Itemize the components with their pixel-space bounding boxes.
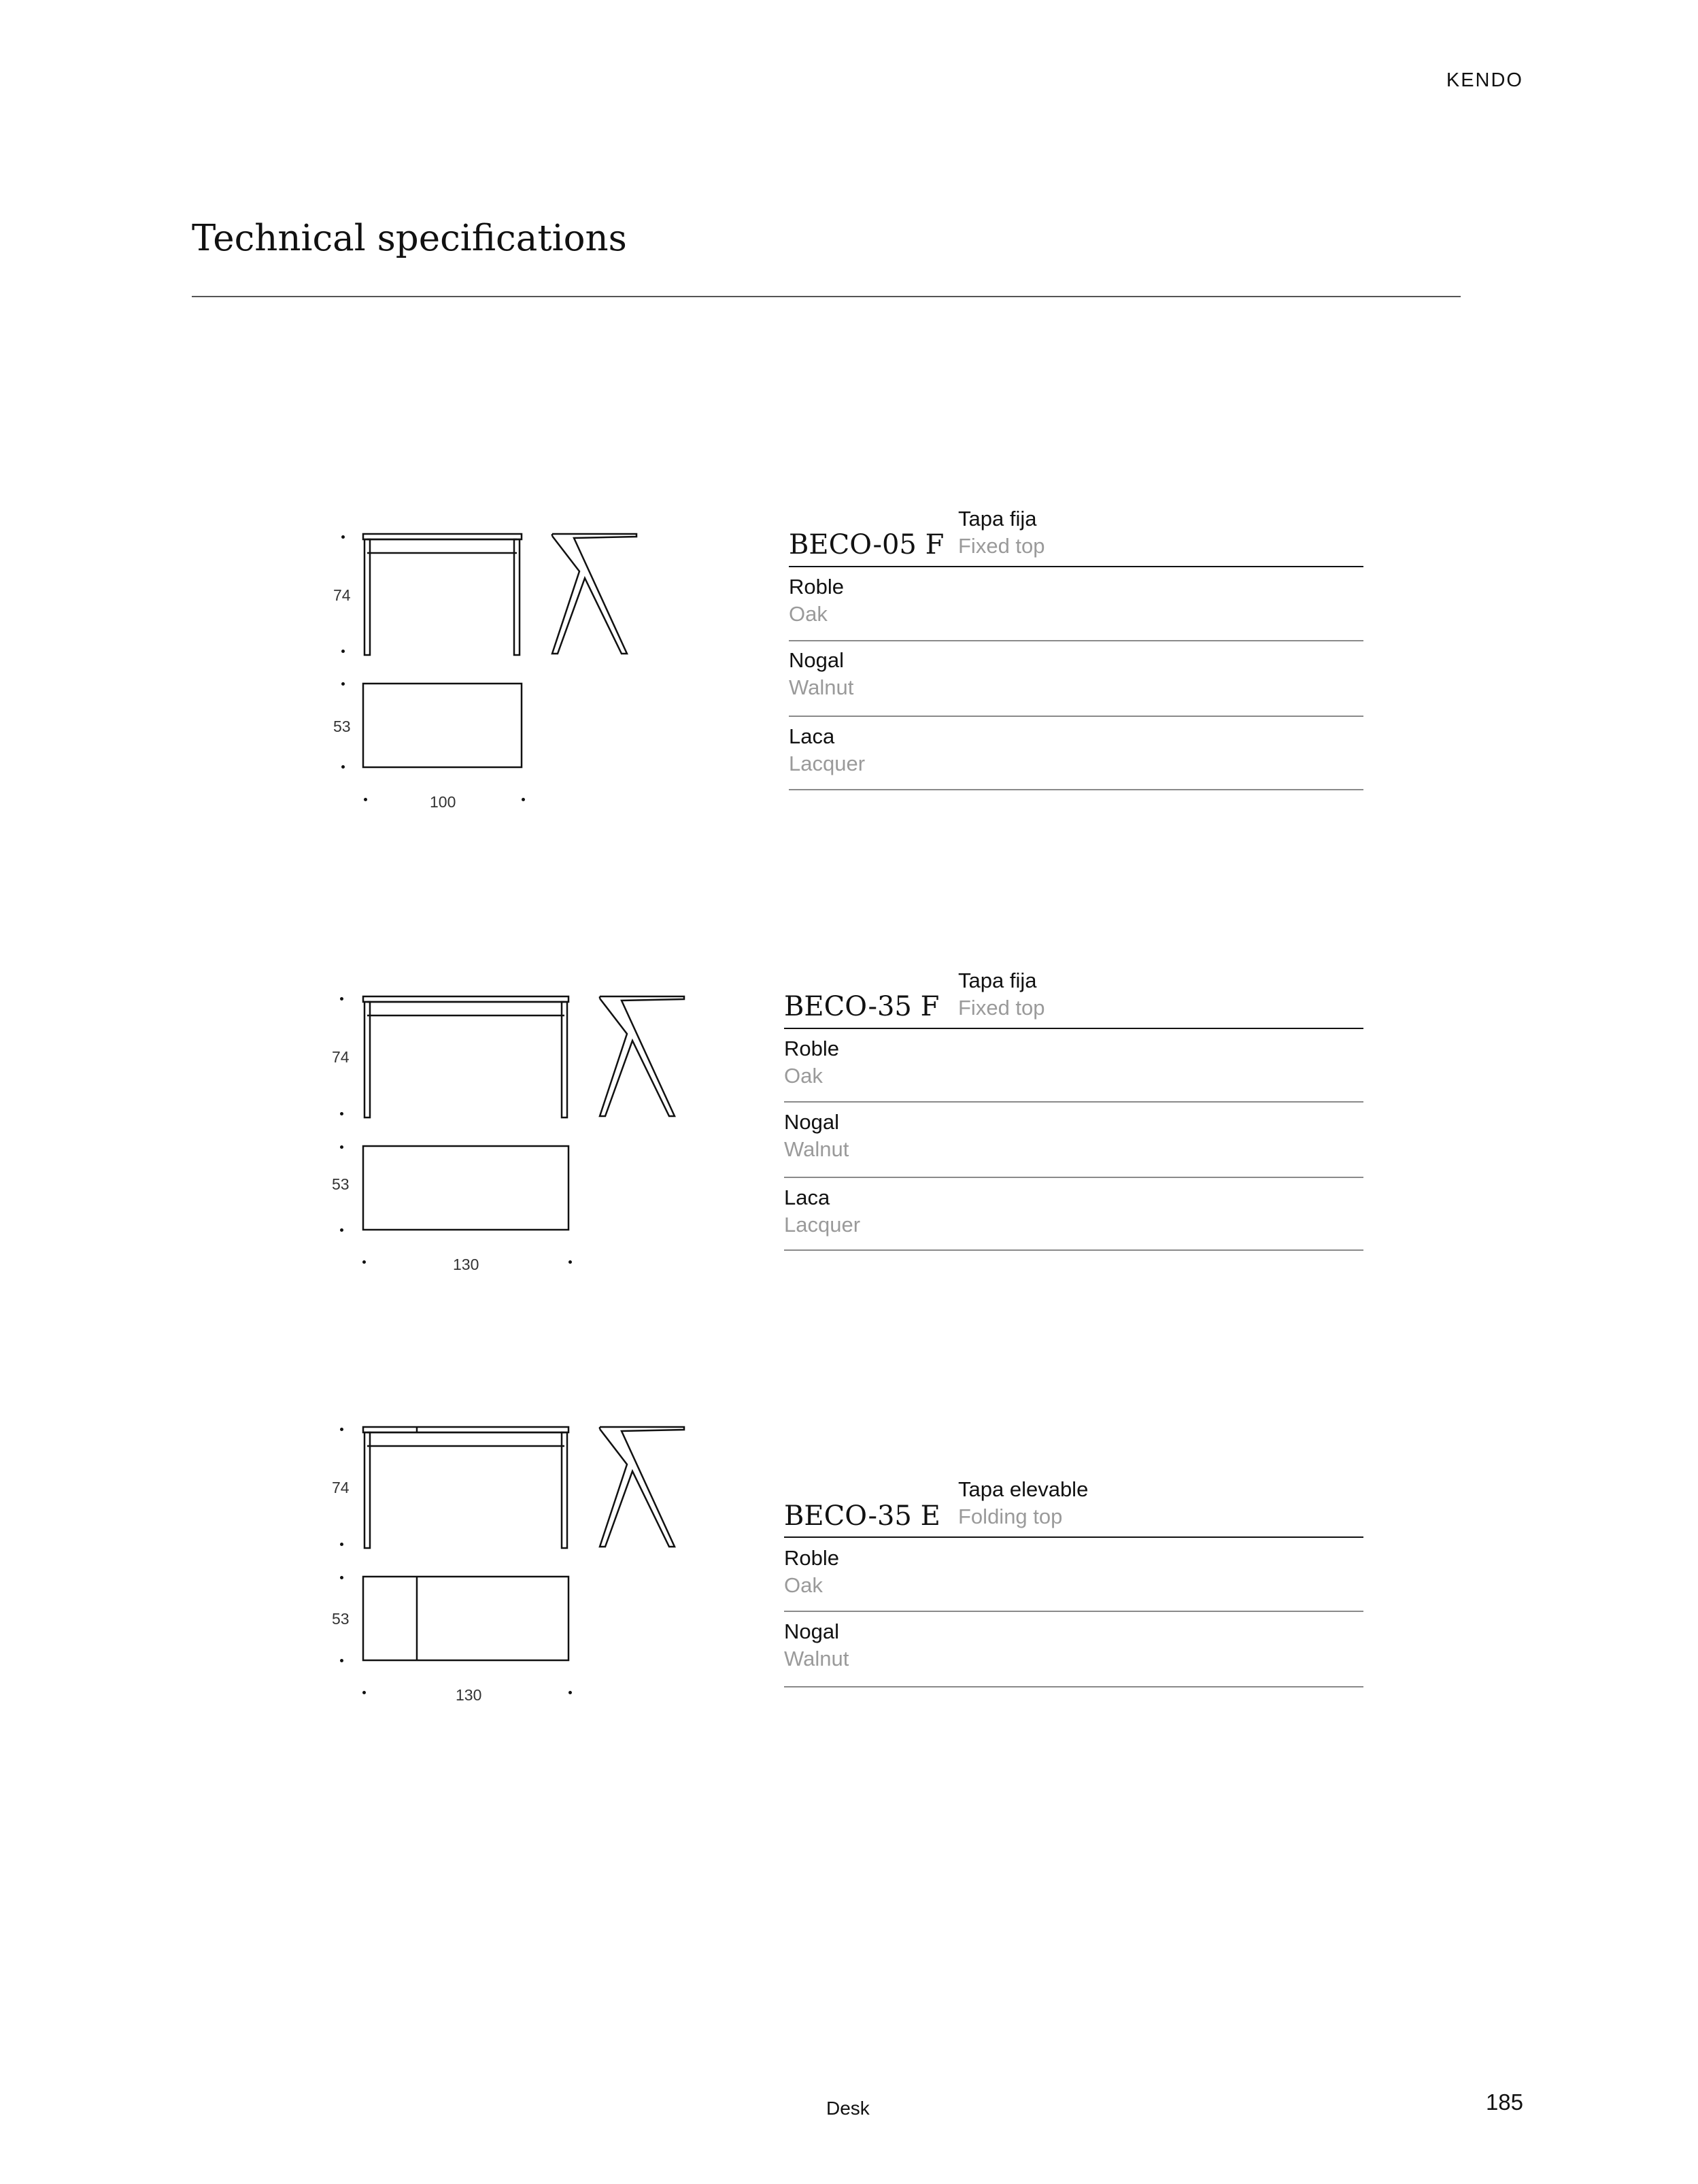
finish-divider [789,640,1363,641]
dim-marker [364,798,367,801]
dim-marker [341,765,345,769]
finish-divider [784,1686,1363,1687]
dim-marker [568,1260,572,1264]
model-code: BECO-05 F [789,529,945,560]
dim-marker [522,798,525,801]
finish-item [784,1545,839,1599]
title-divider [192,296,1461,297]
spec-header-rule [789,566,1363,567]
finish-name-en: Walnut [784,1647,849,1670]
front-view-drawing [360,527,524,656]
finish-divider [784,1177,1363,1178]
top-view-drawing [360,1145,571,1233]
top-view-drawing [360,1575,571,1664]
side-view-drawing [551,531,643,656]
finish-divider [784,1101,1363,1103]
dim-marker [340,1112,343,1115]
spec-header-rule [784,1536,1363,1538]
footer-section-label: Desk [826,2098,870,2119]
finish-name-es: Nogal [784,1619,839,1643]
top-type-es: Tapa fija [958,969,1037,992]
finish-item [784,1618,849,1673]
finish-name-es: Roble [789,575,844,599]
width-dimension: 100 [430,793,456,811]
spec-header-rule [784,1028,1363,1029]
finish-name-es: Laca [789,724,835,748]
finish-name-en: Lacquer [789,752,866,775]
width-dimension: 130 [456,1686,482,1704]
finish-name-en: Walnut [789,675,854,699]
finish-name-en: Oak [784,1064,823,1088]
height-dimension: 74 [332,1479,350,1496]
finish-name-en: Oak [784,1573,823,1597]
finish-divider [789,716,1363,717]
model-code: BECO-35 E [784,1500,940,1532]
dim-marker [340,1659,343,1662]
finish-item [789,573,844,628]
dim-marker [568,1691,572,1694]
dim-marker [341,682,345,686]
finish-name-es: Roble [784,1546,839,1570]
finish-item [784,1035,839,1090]
finish-item [789,647,853,701]
finish-item [789,723,865,777]
dim-marker [340,1145,343,1149]
finish-name-en: Oak [789,602,828,626]
height-dimension: 74 [332,1048,350,1066]
finish-divider [789,789,1363,790]
finish-item [784,1184,860,1239]
brand-logo: KENDO [1446,69,1523,91]
dim-marker [340,997,343,1001]
top-type-en: Fixed top [958,534,1045,558]
top-type-en: Folding top [958,1505,1063,1528]
dim-marker [341,535,345,539]
finish-name-en: Walnut [784,1137,849,1161]
top-type-es: Tapa fija [958,507,1037,531]
height-dimension: 74 [333,586,351,604]
width-dimension: 130 [453,1256,479,1273]
finish-divider [784,1611,1363,1612]
side-view-drawing [598,993,690,1119]
side-view-drawing [598,1424,690,1549]
finish-item [784,1109,849,1163]
finish-name-es: Nogal [784,1110,839,1134]
page-number: 185 [1485,2089,1523,2115]
dim-marker [340,1576,343,1579]
finish-divider [784,1249,1363,1251]
dim-marker [340,1228,343,1232]
dim-marker [340,1428,343,1431]
dim-marker [362,1691,366,1694]
top-type-es: Tapa elevable [958,1477,1089,1501]
finish-name-es: Roble [784,1037,839,1060]
front-view-drawing [360,990,571,1119]
finish-name-es: Nogal [789,648,844,672]
front-view-drawing [360,1420,571,1549]
dim-marker [340,1543,343,1546]
depth-dimension: 53 [333,718,351,735]
model-code: BECO-35 F [784,991,940,1022]
page-title: Technical specifications [192,218,627,259]
depth-dimension: 53 [332,1610,350,1628]
dim-marker [341,650,345,653]
finish-name-en: Lacquer [784,1213,861,1237]
top-view-drawing [360,682,524,771]
depth-dimension: 53 [332,1175,350,1193]
finish-name-es: Laca [784,1186,830,1209]
dim-marker [362,1260,366,1264]
top-type-en: Fixed top [958,996,1045,1020]
